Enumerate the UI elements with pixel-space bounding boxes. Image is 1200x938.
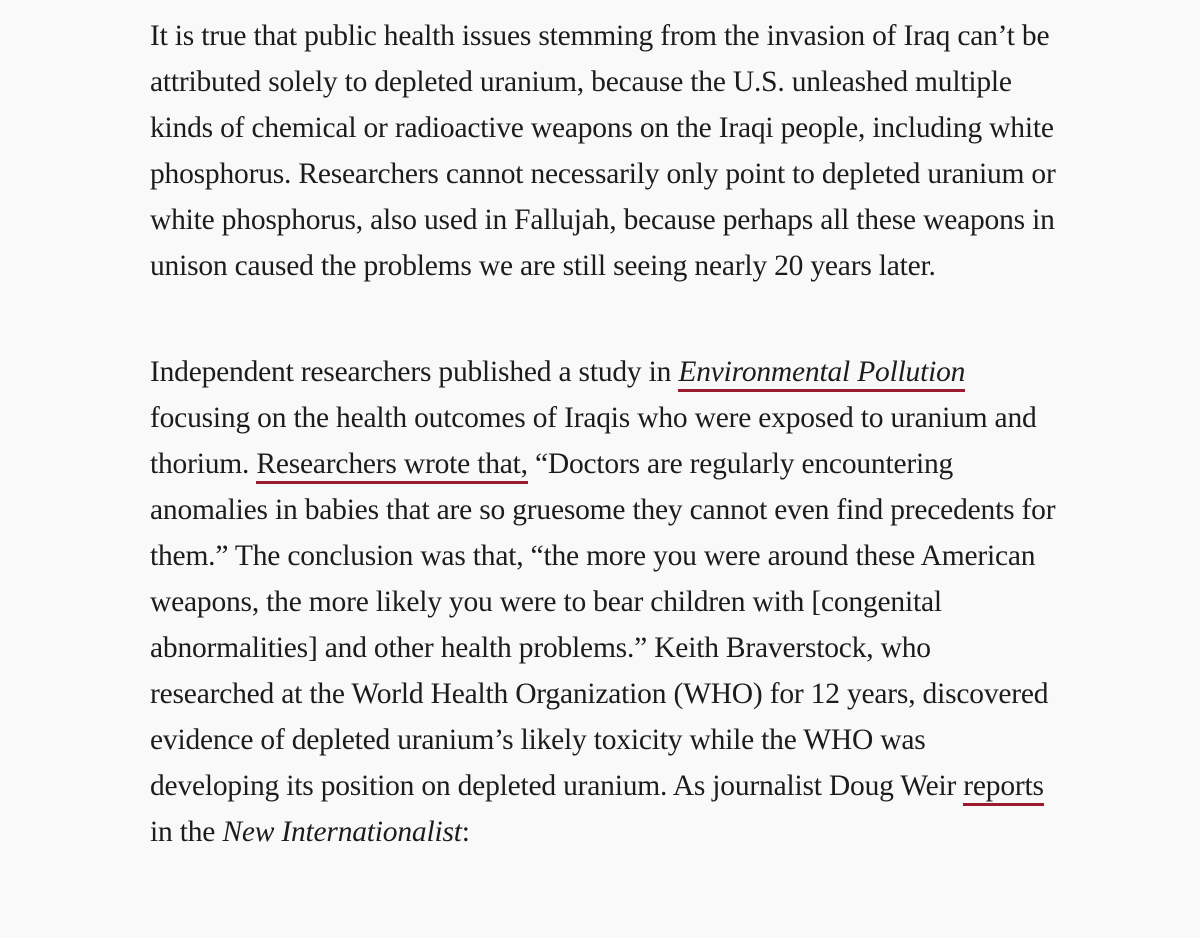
paragraph-text: It is true that public health issues stemming from the invasion of Iraq can’t be attributed solely to depleted uranium, because the U.S. unleashed multiple kinds of chemical or radioactive weapons on the Iraqi people, including white phosphorus. Researchers cannot necessarily only point to depleted uranium or white phosphorus, also used in Fallujah, because perhaps all these weapons in unison caused the problems we are still seeing nearly 20 years later.	[150, 20, 1056, 282]
journal-title: Environmental Pollution	[678, 356, 966, 388]
link-environmental-pollution[interactable]	[678, 356, 965, 392]
link-researchers-wrote[interactable]: Researchers wrote that,	[256, 448, 527, 484]
paragraph-depleted-uranium	[150, 13, 1060, 289]
publication-title: New Internationalist	[222, 816, 462, 848]
text-segment: in the	[150, 816, 223, 848]
article-body	[150, 13, 1060, 855]
text-segment: “Doctors are regularly encountering anomalies in babies that are so gruesome they cannot even find precedents for them.” The conclusion was that, “the more you were around these American weapons, the more likely you were to bear children with [congenital abnormalities] and other health problems.” Keith Braverstock, who researched at the World Health Organization (WHO) for 12 years, discovered evidence of depleted uranium’s likely toxicity while the WHO was developing its position on depleted uranium. As journalist Doug Weir	[150, 448, 1056, 802]
paragraph-study	[150, 349, 1060, 855]
link-reports[interactable]: reports	[963, 770, 1044, 806]
text-segment: Independent researchers published a study in	[150, 356, 679, 388]
text-segment: :	[461, 816, 470, 848]
text-segment: focusing on the health outcomes of Iraqis who were exposed to uranium and thorium.	[150, 402, 1037, 480]
